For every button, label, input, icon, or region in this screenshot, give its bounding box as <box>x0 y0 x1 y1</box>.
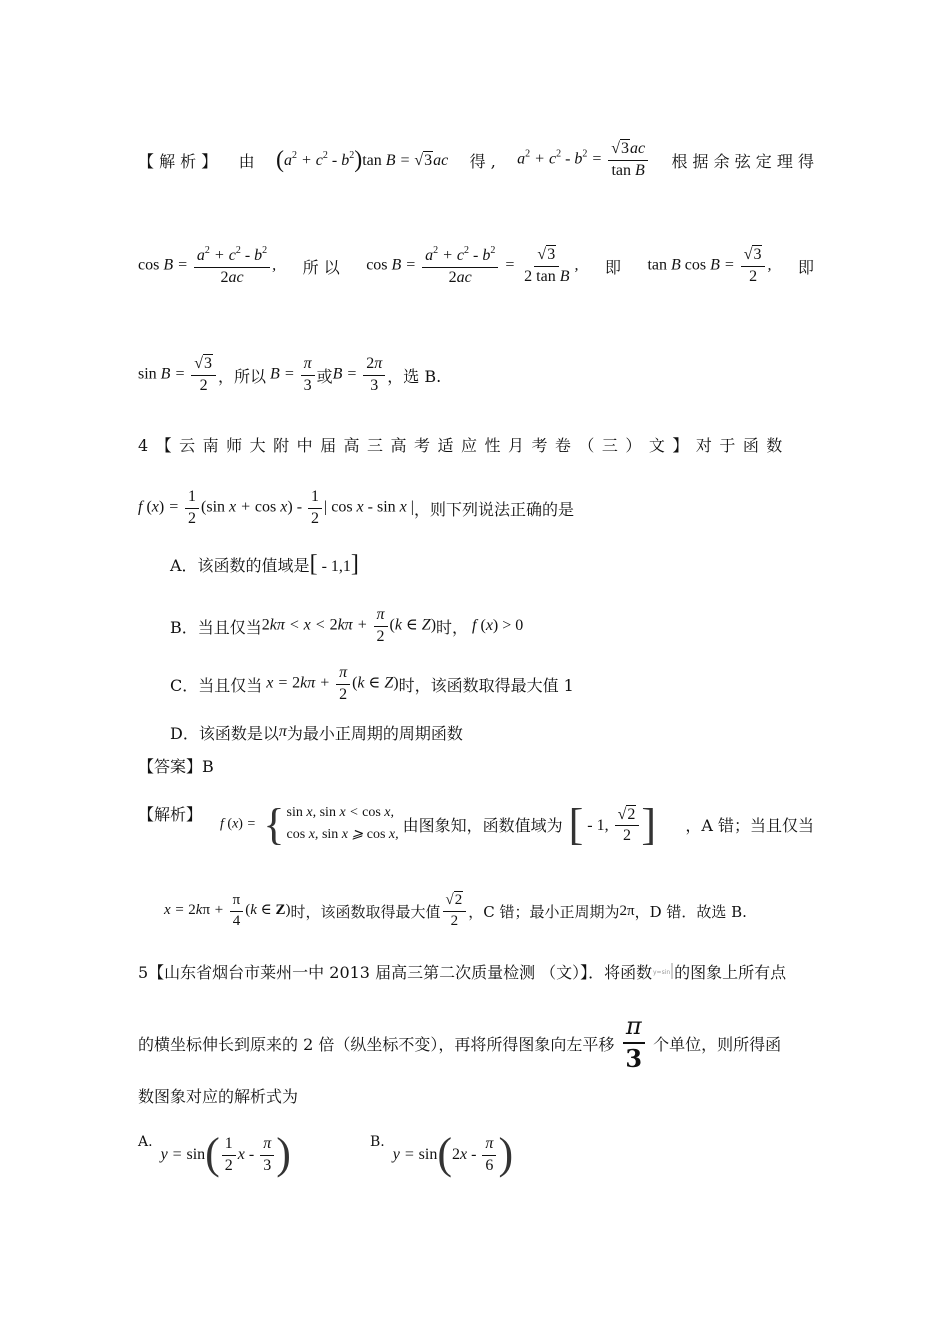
q5-line2-text: 的横坐标伸长到原来的 2 倍（纵坐标不变），再将所得图象向左平移 <box>138 1034 615 1054</box>
q4-answer <box>138 754 814 778</box>
text-suoyi-2: ，所以 <box>218 366 267 386</box>
q4-option-c-tail: 时，该函数取得最大值 1 <box>398 675 574 695</box>
q4-analysis-mid: 由图象知，函数值域为 <box>402 815 563 835</box>
text-rule: 根 据 余 弦 定 理 得 <box>671 151 814 171</box>
q5-options <box>138 1128 814 1184</box>
q5-header-tail: 的图象上所有点 <box>674 962 787 982</box>
q4-analysis-label: 【解析】 <box>138 805 203 824</box>
q5-option-a <box>138 1128 291 1179</box>
formula-fx-positive: f (x) > 0 <box>468 617 524 634</box>
formula-pi-d: π <box>278 723 287 740</box>
q5-option-b-label: B. <box>370 1134 385 1150</box>
text-huo: 或 <box>316 366 333 386</box>
formula-rearranged: $a^2 + c^2 - b^2$ = √ $\frac{3ac}{\text{tan B}}$ <box>517 140 650 180</box>
formula-period: 2π <box>619 902 635 919</box>
q4-option-b-text: B．当且仅当 <box>170 617 262 637</box>
q5-header-text: 5【山东省烟台市莱州一中 2013 届高三第二次质量检测 （文）】．将函数 <box>138 962 653 982</box>
q4-option-c-text: C．当且仅当 <box>170 675 263 695</box>
text-xuan: ，选 B. <box>387 366 442 386</box>
q5-header <box>138 956 814 986</box>
q5-option-b <box>370 1128 513 1179</box>
q4-header-text: 4 【 云 南 师 大 附 中 届 高 三 高 考 适 应 性 月 考 卷 （ 三 ） 文 】 对 于 函 数 <box>138 436 784 455</box>
q5-line2-tail: 个单位，则所得函 <box>653 1034 782 1054</box>
analysis3-line3 <box>138 350 814 400</box>
q4-option-d <box>170 720 846 744</box>
q4-analysis-tail: ，A 错；当且仅当 <box>685 815 814 835</box>
formula-cos-tan: cos B = $\frac{a^2 + c^2 - b^2}{2ac}$ = √ $\frac{3}{\text{2 tan B}}$ , <box>366 245 578 287</box>
function-image-placeholder <box>652 961 674 981</box>
formula-option-a: y = sin( $\frac{1}{2}$ x - $\frac{\pi}{3}$ ) <box>160 1129 291 1178</box>
q4-option-a-text: A．该函数的值域是 <box>170 555 310 575</box>
q4-analysis-line1 <box>138 794 814 854</box>
formula-shift-pi3: $\frac{\pi}{3}$ <box>622 1013 645 1072</box>
q4-answer-text: 【答案】B <box>138 757 214 776</box>
formula-cosine-law: cos B = $\frac{a^2 + c^2 - b^2}{2ac}$ , <box>138 245 277 286</box>
formula-option-b: y = sin(2x - $\frac{\pi}{6}$ ) <box>392 1129 514 1178</box>
analysis-label: 【 解 析 】 <box>138 151 218 171</box>
q4-option-a <box>170 546 846 582</box>
analysis3-line1 <box>138 136 814 184</box>
formula-b-2pi3: B = $\frac{2\pi}{3}$ <box>333 355 388 395</box>
formula-sin: sin B = √ $\frac{3}{2}$ <box>138 355 218 395</box>
formula-fx-definition: f (x) = $\frac{1}{2}$ (sin x + cos x) - $\frac{1}{2}$ | cos x - sin x | <box>138 488 414 527</box>
text-suoyi: 所 以 <box>302 257 340 277</box>
text-ji-1: 即 <box>604 257 621 277</box>
formula-x-c: x = 2kπ + $\frac{\pi}{2}$ (k ∈ Z) <box>262 664 399 703</box>
formula-b-pi3: B = $\frac{\pi}{3}$ <box>266 355 317 395</box>
q4-stem-tail: ，则下列说法正确的是 <box>413 499 574 519</box>
q5-option-a-label: A. <box>138 1134 153 1150</box>
formula-range-answer: [ - 1, √ $\frac{2}{2}$ ] <box>569 799 656 850</box>
text-de: 得 , <box>469 151 496 171</box>
q4-option-c <box>170 662 846 706</box>
analysis3-line2 <box>138 242 814 290</box>
q5-line3 <box>138 1084 814 1108</box>
formula-max-value: √ $\frac{2}{2}$ <box>441 892 469 930</box>
q4-option-d-tail: 为最小正周期的周期函数 <box>286 723 463 743</box>
text-you: 由 <box>238 151 255 171</box>
q4-header <box>138 433 814 457</box>
q4-stem <box>138 486 814 530</box>
formula-piecewise: f (x) = { sin x, sin x < cos x, cos x, sin x ⩾ cos x, <box>220 799 399 849</box>
q5-line2 <box>138 1012 814 1073</box>
q4-analysis2-tail1: ，C 错；最小正周期为 <box>468 902 620 921</box>
q4-analysis2-tail2: ，D 错．故选 B. <box>634 902 747 921</box>
formula-x-max: x = 2kπ + $\frac{\pi}{4}$ (k ∈ Z) <box>164 892 291 929</box>
formula-range-a: [ - 1,1] <box>309 550 359 577</box>
text-ji-2: 即 <box>797 257 814 277</box>
q4-option-b-mid: 时， <box>436 617 469 637</box>
formula-interval-b: 2kπ < x < 2kπ + $\frac{\pi}{2}$ (k ∈ Z) <box>261 606 437 645</box>
q4-option-b <box>170 604 846 648</box>
q4-analysis-line2 <box>164 886 840 936</box>
formula-given: $(a^2 + c^2 - b^2)\tan$ B = √ 3ac <box>276 147 448 174</box>
formula-tan-cos: tan B cos B = √ $\frac{3}{2}$ , <box>647 246 771 286</box>
q4-option-d-text: D．该函数是以 <box>170 723 279 743</box>
svg-text:y=sin: y=sin <box>653 969 671 976</box>
q5-line3-text: 数图象对应的解析式为 <box>138 1087 299 1106</box>
q4-analysis2-mid: 时，该函数取得最大值 <box>290 902 441 921</box>
